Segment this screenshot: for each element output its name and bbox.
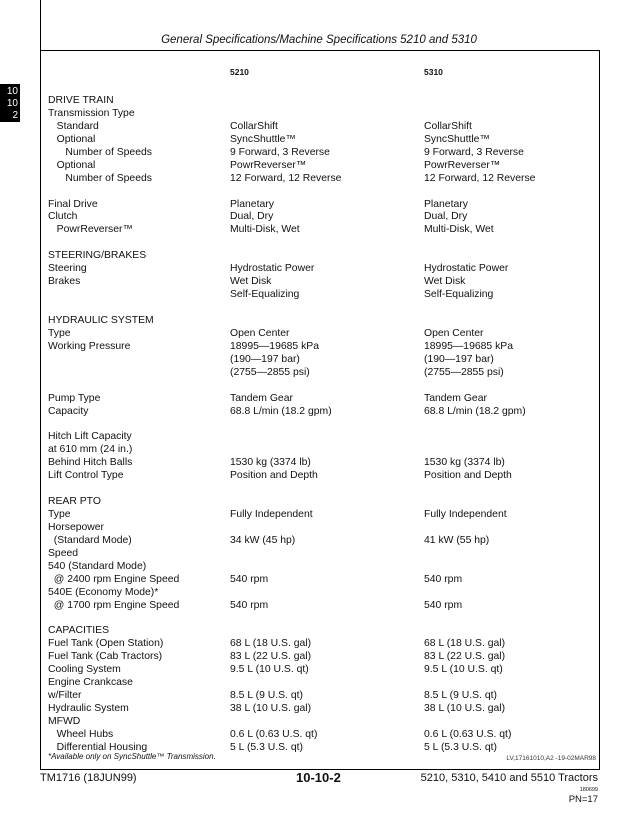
model-list: 5210, 5310, 5410 and 5510 Tractors [420, 772, 598, 784]
spec-row [48, 509, 598, 522]
spec-value-5210: Planetary [230, 198, 274, 210]
spec-row [48, 625, 598, 638]
spec-row [48, 289, 598, 302]
spec-label: Optional [48, 159, 96, 171]
spec-row [48, 121, 598, 134]
spec-row [48, 587, 598, 600]
spec-value-5310: Fully Independent [424, 509, 507, 520]
spec-label: Type [48, 509, 71, 520]
spec-row [48, 354, 598, 367]
spec-value-5310: 8.5 L (9 U.S. qt) [424, 690, 497, 702]
spec-value-5210: PowrReverser™ [230, 159, 307, 171]
spec-label: Capacity [48, 405, 89, 417]
spec-value-5210: 9 Forward, 3 Reverse [230, 146, 330, 158]
spec-label: REAR PTO [48, 496, 101, 508]
spec-value-5310: CollarShift [424, 120, 472, 132]
spec-label: STEERING/BRAKES [48, 250, 147, 262]
spec-label: (Standard Mode) [48, 534, 132, 546]
spec-row [48, 470, 598, 483]
spec-label: CAPACITIES [48, 625, 110, 637]
spec-value-5210: 0.6 L (0.63 U.S. qt) [230, 728, 318, 740]
spec-row [48, 600, 598, 613]
spec-row [48, 250, 598, 263]
spec-label: Optional [48, 133, 96, 145]
spec-row [48, 729, 598, 742]
spec-label: Number of Speeds [48, 146, 152, 158]
spec-row [48, 147, 598, 160]
spec-label: Behind Hitch Balls [48, 457, 133, 469]
spec-label: Number of Speeds [48, 172, 152, 184]
spec-row [48, 211, 598, 224]
spec-row [48, 496, 598, 509]
spec-label: Hitch Lift Capacity [48, 431, 132, 443]
spec-row [48, 367, 598, 380]
spec-value-5310: 38 L (10 U.S. gal) [424, 703, 506, 715]
spec-row [48, 677, 598, 690]
page-number: 10-10-2 [296, 770, 341, 785]
spec-value-5310: Hydrostatic Power [424, 263, 509, 275]
spec-table [48, 95, 598, 755]
spec-row [48, 418, 598, 431]
spec-label: Speed [48, 547, 79, 559]
spec-value-5210: 540 rpm [230, 573, 269, 585]
section-tab-line: 10 [6, 98, 18, 109]
spec-label: Transmission Type [48, 107, 135, 119]
spec-row [48, 237, 598, 250]
spec-label: w/Filter [48, 690, 82, 702]
spec-row [48, 263, 598, 276]
spec-row [48, 380, 598, 393]
spec-row [48, 561, 598, 574]
spec-row [48, 302, 598, 315]
spec-row [48, 444, 598, 457]
spec-row [48, 664, 598, 677]
spec-row [48, 328, 598, 341]
spec-value-5210: 18995—19685 kPa [230, 340, 319, 352]
spec-label: Type [48, 327, 71, 339]
spec-value-5310: 12 Forward, 12 Reverse [424, 172, 536, 184]
spec-value-5310: SyncShuttle™ [424, 133, 490, 145]
spec-label: HYDRAULIC SYSTEM [48, 314, 154, 326]
spec-value-5210: Dual, Dry [230, 211, 274, 223]
spec-value-5210: 8.5 L (9 U.S. qt) [230, 690, 303, 702]
spec-value-5310: 540 rpm [424, 573, 463, 585]
spec-row [48, 108, 598, 121]
spec-label: @ 1700 rpm Engine Speed [48, 599, 180, 611]
spec-value-5210: 12 Forward, 12 Reverse [230, 172, 342, 184]
spec-row [48, 457, 598, 470]
spec-row [48, 483, 598, 496]
spec-label: Fuel Tank (Open Station) [48, 638, 164, 650]
spec-row [48, 522, 598, 535]
spec-row [48, 613, 598, 626]
spec-row [48, 703, 598, 716]
spec-value-5210: 38 L (10 U.S. gal) [230, 703, 312, 715]
spec-row [48, 574, 598, 587]
spec-value-5310: (190—197 bar) [424, 353, 494, 365]
page-index: PN=17 [568, 794, 598, 805]
section-tab [0, 84, 20, 122]
spec-value-5210: Fully Independent [230, 509, 313, 520]
spec-label: Working Pressure [48, 340, 131, 352]
spec-label: Final Drive [48, 198, 98, 210]
spec-label: Hydraulic System [48, 703, 129, 715]
spec-value-5210: (190—197 bar) [230, 353, 300, 365]
spec-row [48, 535, 598, 548]
spec-row [48, 406, 598, 419]
spec-value-5310: 1530 kg (3374 lb) [424, 457, 505, 469]
spec-row [48, 95, 598, 108]
spec-value-5310: Wet Disk [424, 276, 466, 288]
spec-row [48, 224, 598, 237]
spec-value-5310: 68 L (18 U.S. gal) [424, 638, 506, 650]
section-tab-line: 10 [6, 86, 18, 97]
spec-value-5210: 9.5 L (10 U.S. qt) [230, 664, 309, 676]
spec-value-5210: 83 L (22 U.S. gal) [230, 651, 312, 663]
spec-value-5310: PowrReverser™ [424, 159, 501, 171]
spec-value-5310: Self-Equalizing [424, 289, 494, 301]
spec-value-5310: 41 kW (55 hp) [424, 534, 490, 546]
spec-row [48, 173, 598, 186]
spec-label: 540 (Standard Mode) [48, 560, 147, 572]
spec-row [48, 651, 598, 664]
spec-label: Fuel Tank (Cab Tractors) [48, 651, 163, 663]
spec-row [48, 341, 598, 354]
spec-value-5210: 1530 kg (3374 lb) [230, 457, 311, 469]
spec-row [48, 431, 598, 444]
spec-row [48, 199, 598, 212]
section-tab-line: 2 [12, 110, 18, 121]
footnote: *Available only on SyncShuttle™ Transmission. [48, 752, 216, 761]
spec-label: Lift Control Type [48, 470, 124, 482]
spec-value-5210: Multi-Disk, Wet [230, 224, 300, 236]
spec-label: PowrReverser™ [48, 224, 133, 236]
spec-value-5310: 0.6 L (0.63 U.S. qt) [424, 728, 512, 740]
spec-label: Differential Housing [48, 741, 148, 753]
spec-value-5210: Wet Disk [230, 276, 272, 288]
spec-value-5310: 540 rpm [424, 599, 463, 611]
page-title: General Specifications/Machine Specifications 5210 and 5310 [161, 34, 477, 46]
reference-code: LV,17161010,A2 -19-02MAR98 [506, 755, 596, 762]
spec-value-5210: CollarShift [230, 120, 278, 132]
spec-value-5310: 9.5 L (10 U.S. qt) [424, 664, 503, 676]
spec-row [48, 160, 598, 173]
spec-value-5310: Planetary [424, 198, 468, 210]
spec-label: Steering [48, 263, 87, 275]
spec-row [48, 548, 598, 561]
spec-row [48, 393, 598, 406]
spec-label: Pump Type [48, 392, 101, 404]
spec-value-5310: (2755—2855 psi) [424, 366, 504, 378]
spec-label: DRIVE TRAIN [48, 95, 114, 106]
spec-value-5310: 18995—19685 kPa [424, 340, 513, 352]
column-header-5310: 5310 [424, 67, 443, 77]
spec-value-5210: 5 L (5.3 U.S. qt) [230, 741, 303, 753]
spec-row [48, 186, 598, 199]
manual-id: TM1716 (18JUN99) [40, 772, 137, 784]
spec-label: Standard [48, 120, 99, 132]
spec-row [48, 716, 598, 729]
spec-row [48, 276, 598, 289]
spec-row [48, 315, 598, 328]
spec-value-5210: 540 rpm [230, 599, 269, 611]
spec-value-5310: Multi-Disk, Wet [424, 224, 494, 236]
spec-value-5210: SyncShuttle™ [230, 133, 296, 145]
spec-value-5210: Open Center [230, 327, 290, 339]
spec-value-5310: 5 L (5.3 U.S. qt) [424, 741, 497, 753]
spec-label: Horsepower [48, 521, 105, 533]
spec-label: 540E (Economy Mode)* [48, 586, 159, 598]
spec-value-5210: Position and Depth [230, 470, 318, 482]
spec-value-5210: Hydrostatic Power [230, 263, 315, 275]
date-code: 180699 [579, 787, 598, 793]
spec-value-5310: 68.8 L/min (18.2 gpm) [424, 405, 526, 417]
spec-value-5310: 9 Forward, 3 Reverse [424, 146, 524, 158]
spec-row [48, 638, 598, 651]
spec-label: @ 2400 rpm Engine Speed [48, 573, 180, 585]
spec-value-5210: Tandem Gear [230, 392, 293, 404]
spec-label: Engine Crankcase [48, 677, 133, 689]
column-header-5210: 5210 [230, 67, 249, 77]
spec-value-5210: 68 L (18 U.S. gal) [230, 638, 312, 650]
spec-row [48, 690, 598, 703]
spec-value-5310: 83 L (22 U.S. gal) [424, 651, 506, 663]
spec-label: at 610 mm (24 in.) [48, 444, 133, 456]
spec-value-5310: Tandem Gear [424, 392, 487, 404]
spec-row [48, 134, 598, 147]
spec-label: Cooling System [48, 664, 121, 676]
spec-label: Brakes [48, 276, 81, 288]
spec-value-5310: Dual, Dry [424, 211, 468, 223]
spec-label: Clutch [48, 211, 78, 223]
spec-label: Wheel Hubs [48, 728, 114, 740]
spec-value-5310: Position and Depth [424, 470, 512, 482]
spec-value-5210: 34 kW (45 hp) [230, 534, 296, 546]
spec-value-5210: Self-Equalizing [230, 289, 300, 301]
spec-value-5310: Open Center [424, 327, 484, 339]
spec-value-5210: 68.8 L/min (18.2 gpm) [230, 405, 332, 417]
spec-label: MFWD [48, 716, 81, 727]
spec-value-5210: (2755—2855 psi) [230, 366, 310, 378]
